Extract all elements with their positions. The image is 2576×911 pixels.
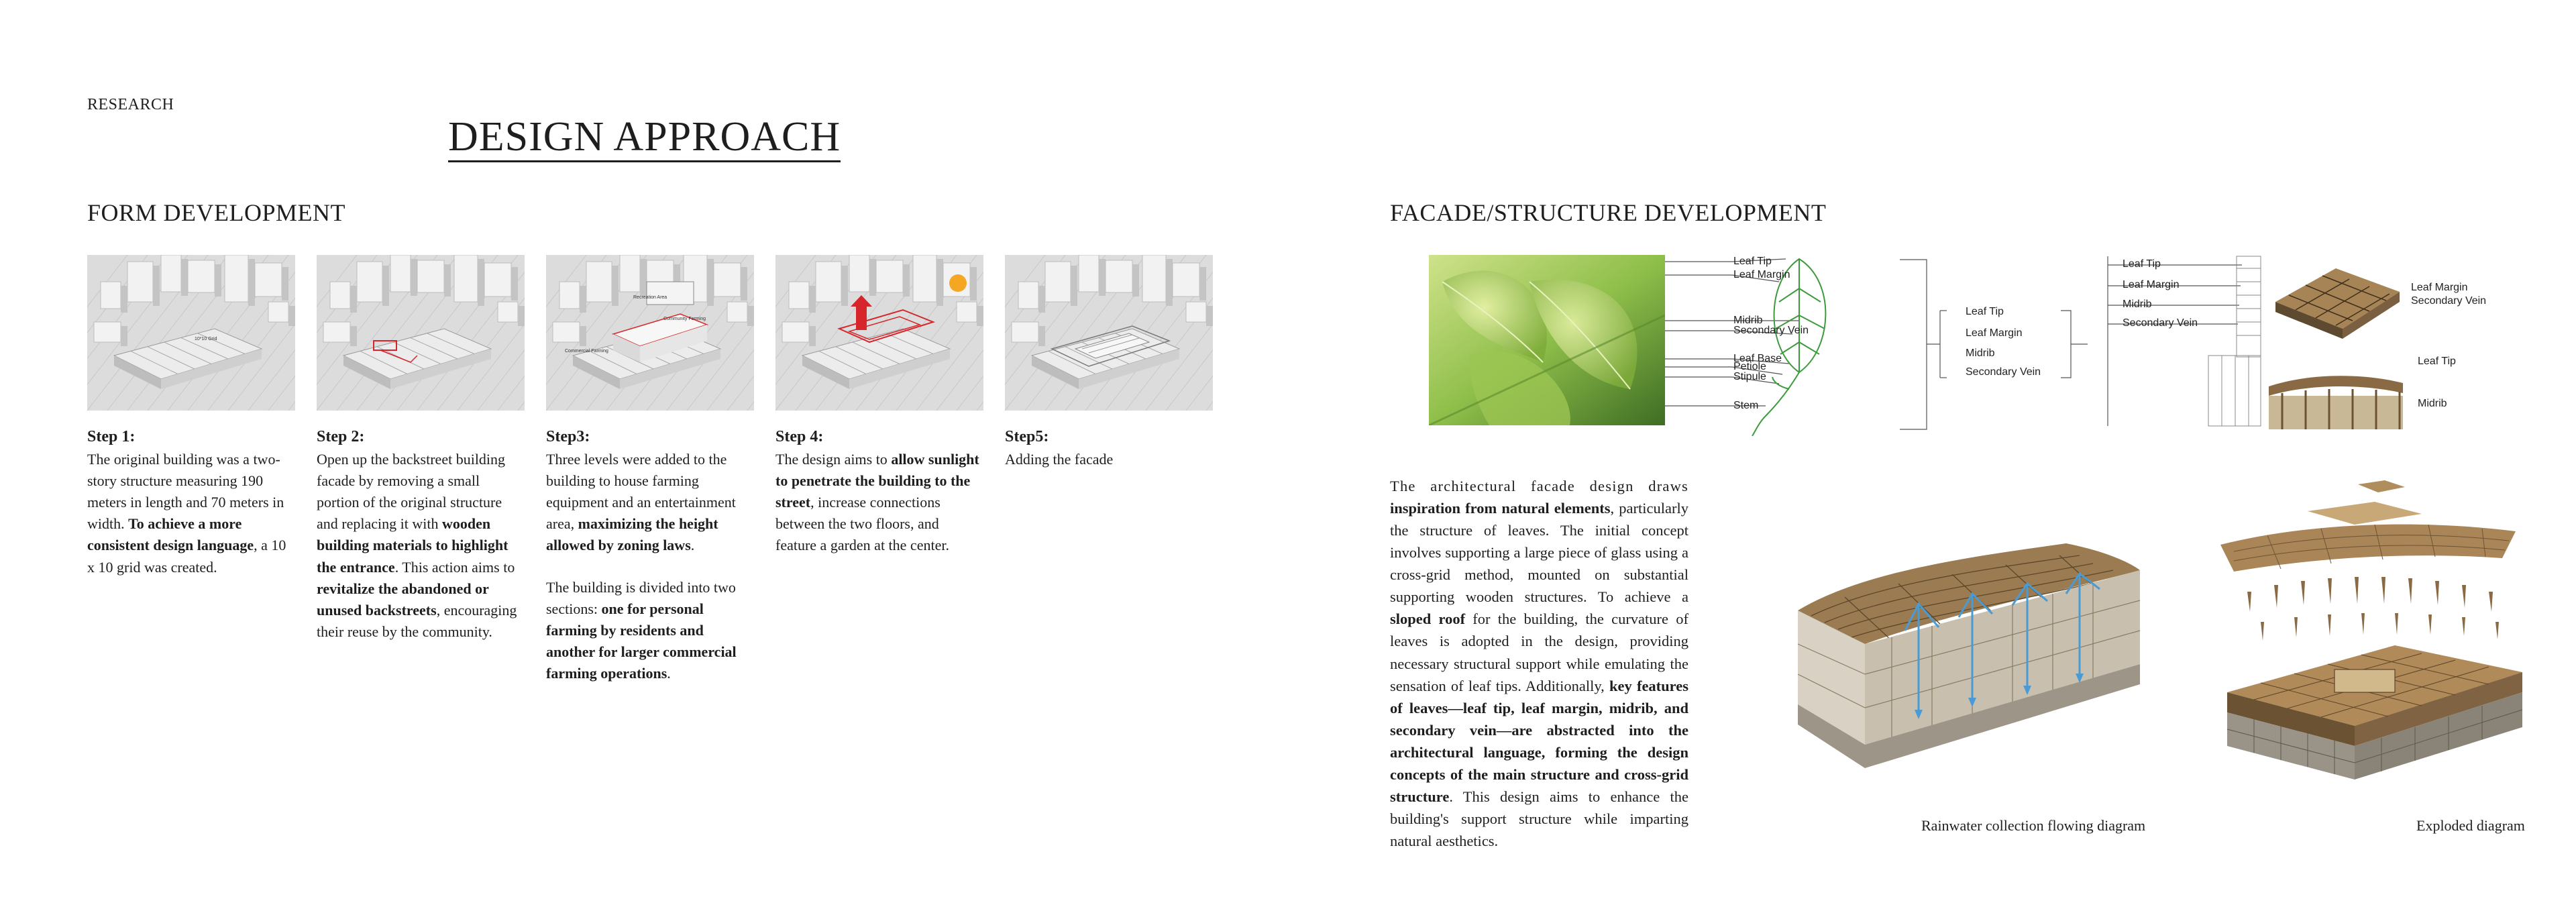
bold-text: sloped roof — [1390, 610, 1466, 628]
section-label: Leaf Margin — [2123, 279, 2180, 290]
section-label: Secondary Vein — [2123, 317, 2198, 329]
text-run: . This design aims to enhance the building's support structure while imparting natural aesthetics. — [1390, 788, 1688, 849]
bold-text: maximizing the height allowed by zoning laws — [546, 515, 718, 554]
hierarchy-label: Midrib — [1966, 347, 1995, 359]
step-3-diagram — [546, 255, 754, 411]
bold-text: allow sunlight to penetrate the building to the street — [775, 451, 979, 511]
text-run: , increase connections between the two floors, and feature a garden at the center. — [775, 494, 949, 554]
leaf-anatomy-label: Leaf Tip — [1733, 256, 1772, 267]
step-5-diagram — [1005, 255, 1213, 411]
text-run: . — [690, 537, 695, 554]
step-description — [87, 449, 295, 578]
leaf-anatomy-label: Leaf Base — [1733, 353, 1782, 364]
step-title: Step 1: — [87, 428, 136, 445]
bold-text: To achieve a more consistent design language — [87, 515, 254, 554]
roof-model-render-bottom — [2269, 373, 2403, 429]
facade-development-heading: FACADE/STRUCTURE DEVELOPMENT — [1390, 199, 1827, 226]
hierarchy-label: Leaf Tip — [1966, 306, 2004, 317]
step-title: Step3: — [546, 428, 590, 445]
text-run: , a 10 x 10 grid was created. — [87, 537, 286, 576]
step-1-diagram — [87, 255, 295, 411]
text-run: . This action aims to — [394, 558, 515, 576]
step-4 — [775, 255, 983, 577]
diagram-label: 10*10 Grid — [195, 337, 217, 341]
leaf-anatomy-label: Stipule — [1733, 371, 1766, 382]
bold-text: inspiration from natural elements — [1390, 500, 1611, 517]
step-title: Step 4: — [775, 428, 824, 445]
diagram-label: Recreation Area — [633, 295, 667, 300]
leaf-hierarchy-diagram — [1900, 258, 2101, 433]
text-run: The original building was a two-story structure measuring 190 meters in length and 70 meters in width. — [87, 451, 284, 533]
leaf-anatomy-diagram — [1665, 255, 1907, 436]
section-label: Midrib — [2123, 299, 2152, 310]
step-title: Step5: — [1005, 428, 1049, 445]
leaf-anatomy-label: Midrib — [1733, 315, 1763, 326]
text-run: for the building, the curvature of leaves is adopted in the design, providing necessary structural support while emulating the sensation of leaf tips. Additionally, — [1390, 610, 1688, 694]
section-label: Leaf Tip — [2123, 258, 2161, 270]
rainwater-caption: Rainwater collection flowing diagram — [1921, 817, 2146, 834]
text-run: The architectural facade design draws — [1390, 478, 1688, 494]
text-run: The design aims to — [775, 451, 892, 468]
step-title: Step 2: — [317, 428, 365, 445]
text-run: . — [667, 664, 671, 682]
step-description — [317, 449, 525, 643]
step-description — [775, 449, 983, 557]
leaf-anatomy-label: Petiole — [1733, 361, 1766, 372]
step-3 — [546, 255, 754, 704]
leaf-anatomy-label: Leaf Margin — [1733, 269, 1790, 280]
step-4-diagram — [775, 255, 983, 411]
step-paragraph — [317, 449, 525, 643]
text-run: Three levels were added to the building to house farming equipment and an entertainment area, — [546, 451, 736, 533]
exploded-caption: Exploded diagram — [2416, 817, 2525, 834]
section-label: RESEARCH — [87, 96, 174, 113]
step-paragraph — [546, 449, 754, 557]
hierarchy-label: Secondary Vein — [1966, 366, 2041, 378]
model-label: Leaf Tip — [2418, 356, 2456, 367]
text-run: , encouraging their reuse by the community. — [317, 601, 517, 640]
step-2 — [317, 255, 525, 663]
leaf-anatomy-label: Secondary Vein — [1733, 325, 1809, 336]
exploded-diagram — [2207, 478, 2536, 800]
facade-description — [1390, 475, 1688, 852]
bold-text: one for personal farming by residents and another for larger commercial farming operations — [546, 600, 737, 682]
form-development-heading: FORM DEVELOPMENT — [87, 199, 346, 226]
bold-text: revitalize the abandoned or unused backstreets — [317, 580, 489, 619]
rainwater-diagram — [1784, 530, 2147, 771]
bold-text: key features of leaves—leaf tip, leaf margin, midrib, and secondary vein—are abstracted into the architectural language, forming the design concepts of the main structure and cross-grid structure — [1390, 677, 1689, 805]
text-run: , particularly the structure of leaves. The initial concept involves supporting a large piece of glass using a cross-grid method, mounted on substantial supporting wooden structures. To achieve a — [1390, 500, 1688, 606]
step-5 — [1005, 255, 1213, 490]
step-1 — [87, 255, 295, 598]
step-paragraph — [775, 449, 983, 557]
diagram-label: Community Farming — [663, 317, 706, 321]
leaf-anatomy-label: Stem — [1733, 400, 1759, 411]
model-label: Secondary Vein — [2411, 295, 2487, 307]
step-paragraph — [87, 449, 295, 578]
model-label: Leaf Margin — [2411, 282, 2468, 293]
hierarchy-label: Leaf Margin — [1966, 327, 2023, 339]
step-paragraph — [546, 577, 754, 685]
diagram-label: Commercial Farming — [565, 349, 608, 354]
step-paragraph — [1005, 449, 1213, 470]
text-run: The building is divided into two sections: — [546, 578, 736, 617]
bold-text: wooden building materials to highlight the entrance — [317, 515, 508, 576]
roof-model-render-top — [2269, 255, 2403, 341]
page-title: DESIGN APPROACH — [448, 115, 841, 162]
step-2-diagram — [317, 255, 525, 411]
model-label: Midrib — [2418, 398, 2447, 409]
text-run: Open up the backstreet building facade by removing a small portion of the original structure and replacing it with — [317, 451, 506, 533]
step-description — [1005, 449, 1213, 470]
step-description — [546, 449, 754, 684]
leaf-photo — [1429, 255, 1665, 425]
text-run: Adding the facade — [1005, 451, 1114, 468]
